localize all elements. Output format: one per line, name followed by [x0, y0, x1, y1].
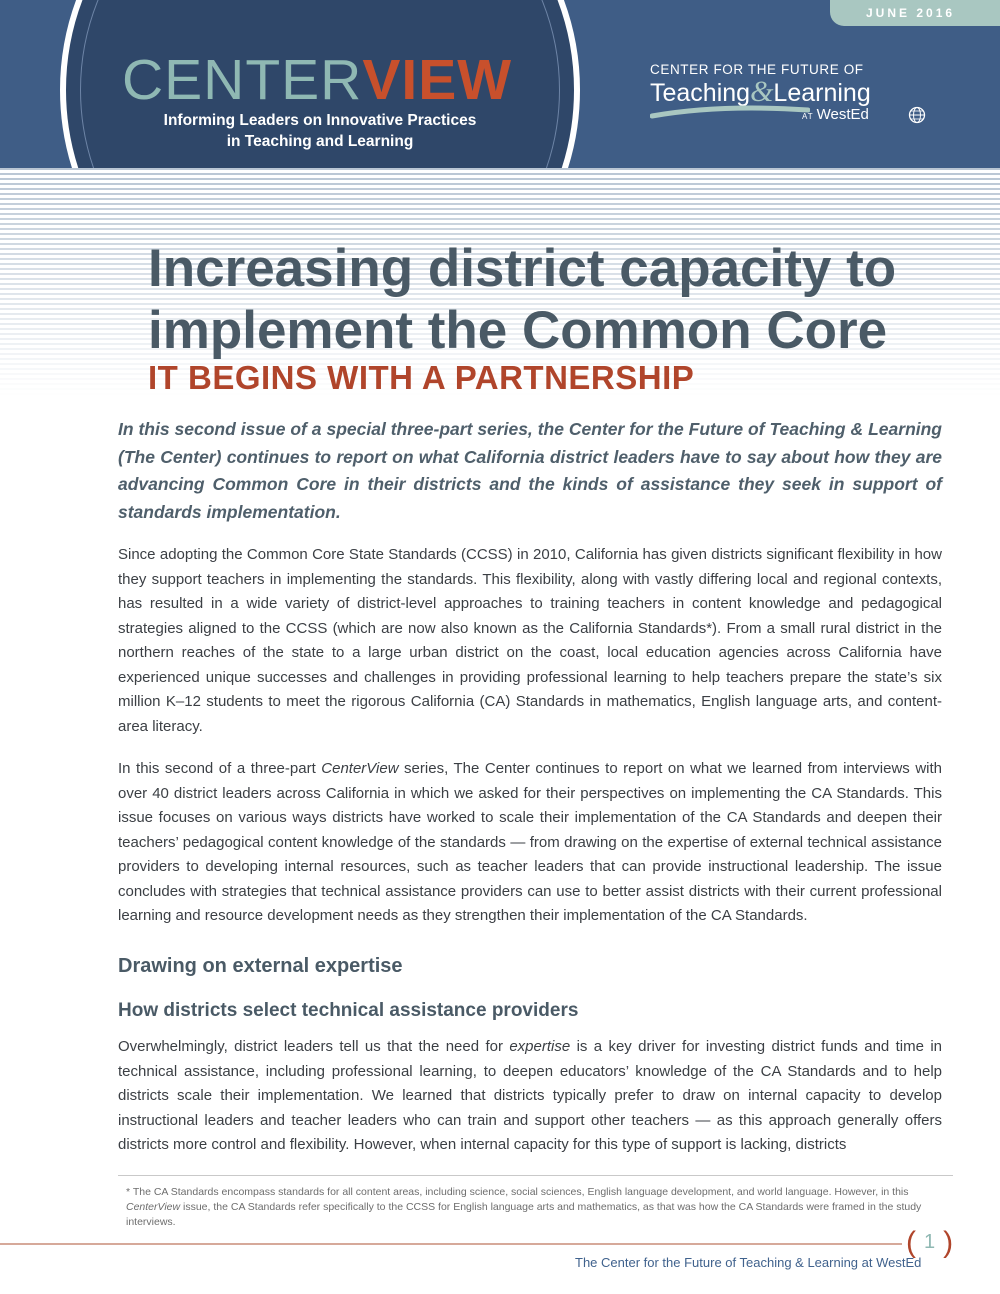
footnote: [126, 1185, 926, 1230]
p3-text-after: is a key driver for investing district funds and time in technical assistance, including professional learning, to deepen educators’ knowledge of the CA Standards and to help districts scale their implementation. We learned that districts typically prefer to draw on internal capacity to develop instructional leaders and teacher leaders who can train and support other teachers — as this approach generally offers districts more control and flexibility. However, when internal capacity for this type of support is lacking, districts: [118, 1038, 942, 1153]
logo-view-text: VIEW: [362, 48, 513, 112]
masthead: [0, 0, 1000, 168]
p2-centerview-italic: CenterView: [321, 760, 399, 777]
logo-center-text: CENTER: [122, 48, 363, 112]
page-number: ( 1 ): [906, 1226, 954, 1259]
article-subtitle: IT BEGINS WITH A PARTNERSHIP: [148, 359, 695, 396]
footnote-text-before: * The CA Standards encompass standards for all content areas, including science, social sciences, English language development, and world language. However, in this: [126, 1186, 909, 1198]
footnote-text-after: issue, the CA Standards refer specifically to the CCSS for English language arts and mathematics, as that was how the CA Standards were framed in the study interviews.: [126, 1201, 922, 1228]
p2-text-after: series, The Center continues to report on what we learned from interviews with over 40 district leaders across California in which we asked for their perspectives on implementing the CA Standards. This issue focuses on various ways districts have worked to scale their implementation of the CA Standards and deepen their teachers’ pedagogical content knowledge of the standards — from drawing on the expertise of external technical assistance providers to developing internal resources, such as teacher leaders that can provide instructional leadership. The issue concludes with strategies that technical assistance providers can use to better assist districts with their current professional learning and resource development needs as they strengthen their implementation of the CA Standards.: [118, 760, 942, 924]
title-line-1: Increasing district capacity to: [148, 239, 897, 298]
tagline-line-2: in Teaching and Learning: [226, 133, 414, 150]
centerview-logo: [122, 48, 513, 112]
footnote-divider: [118, 1175, 953, 1176]
org-line-3: [802, 106, 869, 123]
issue-date: JUNE 2016: [830, 0, 1000, 26]
p2-text-before: In this second of a three-part: [118, 760, 322, 777]
subsection-heading: How districts select technical assistance providers: [118, 1000, 579, 1021]
article-title: [148, 238, 948, 362]
org-wested: WestEd: [816, 106, 869, 123]
globe-icon: [908, 106, 926, 124]
body-paragraph-3: [118, 1035, 942, 1158]
p3-text-before: Overwhelmingly, district leaders tell us that the need for: [118, 1038, 510, 1055]
org-learning: Learning: [773, 79, 871, 107]
p3-expertise-italic: expertise: [509, 1038, 571, 1055]
org-ampersand: &: [750, 75, 774, 108]
section-heading: Drawing on external expertise: [118, 955, 403, 977]
title-line-2: implement the Common Core: [148, 301, 888, 360]
footnote-italic: CenterView: [126, 1201, 181, 1213]
org-logo: [650, 62, 950, 123]
org-teaching: Teaching: [650, 79, 751, 107]
swoosh-icon: [650, 102, 810, 120]
lede-paragraph: In this second issue of a special three-part series, the Center for the Future of Teaching & Learning (The Center) continues to report on what California district leaders have to say about how they are advancing Common Core in their districts and the kinds of assistance they seek in support of standards implementation.: [118, 419, 942, 522]
org-line-1: CENTER FOR THE FUTURE OF: [650, 62, 864, 77]
org-at: AT: [802, 112, 814, 121]
tagline: [110, 110, 530, 152]
body-paragraph-2: [118, 757, 942, 929]
body-paragraph-1: Since adopting the Common Core State Standards (CCSS) in 2010, California has given districts significant flexibility in how they support teachers in implementing the standards. This flexibility, along with vastly differing local and regional contexts, has resulted in a wide variety of district-level approaches to training teachers in content knowledge and pedagogical strategies aligned to the CCSS (which are now also known as the California Standards*). From a small rural district in the northern reaches of the state to a large urban district on the coast, local education agencies across California have experienced unique successes and challenges in providing professional learning to help teachers prepare the state’s six million K–12 students to meet the rigorous California (CA) Standards in mathematics, English language arts, and content-area literacy.: [118, 546, 942, 735]
footer-rule: [0, 1243, 902, 1245]
footer-org: The Center for the Future of Teaching & Learning at WestEd: [575, 1255, 922, 1270]
tagline-line-1: Informing Leaders on Innovative Practices: [163, 112, 477, 129]
page-number-value: 1: [924, 1231, 936, 1253]
